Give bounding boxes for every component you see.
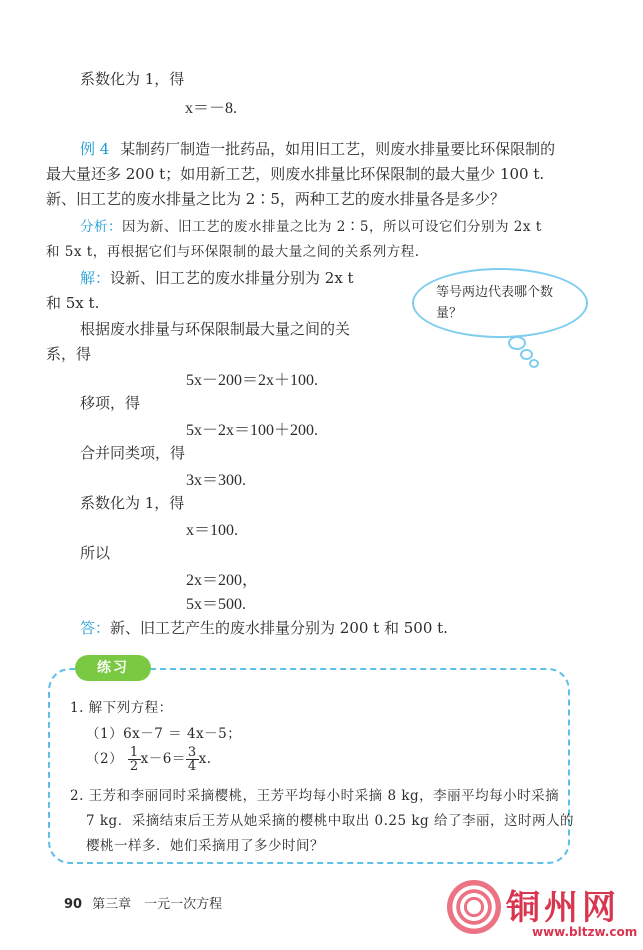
bubble-tail: [529, 359, 539, 368]
analysis-line: [80, 215, 542, 235]
example-text: 新、旧工艺的废水排量之比为 2∶5，两种工艺的废水排量各是多少？: [46, 190, 505, 208]
example-label: 例 4: [80, 140, 110, 158]
practice-subquestion: （1）6x－7 ＝ 4x－5；: [86, 726, 242, 742]
equation: 5x－2x＝100＋200.: [186, 422, 319, 439]
equation: x＝－8.: [185, 100, 238, 117]
practice-subquestion: [86, 744, 212, 774]
example-heading: [80, 138, 555, 159]
subquestion-number: （2）: [86, 751, 124, 767]
fraction: [128, 746, 141, 773]
thought-bubble: [412, 268, 588, 338]
solution-line: [80, 267, 354, 288]
equation: x＝100.: [186, 522, 239, 539]
equation-part: x.: [198, 751, 212, 767]
answer-label: 答：: [80, 619, 111, 637]
practice-question: 1. 解下列方程：: [70, 700, 173, 716]
solution-text: 设新、旧工艺的废水排量分别为 2x t: [110, 269, 354, 287]
solution-text: 根据废水排量与环保限制最大量之间的关: [80, 320, 351, 338]
fraction-numerator: 3: [187, 745, 197, 760]
step-label: 移项，得: [80, 394, 141, 412]
equation: 2x＝200，: [186, 572, 259, 589]
solution-text: 和 5x t.: [46, 294, 100, 312]
bubble-tail: [508, 336, 526, 350]
practice-tag: 练习: [75, 655, 151, 681]
page-footer: [64, 893, 222, 912]
fraction-denominator: 2: [129, 759, 139, 774]
step-label: 系数化为 1，得: [80, 494, 185, 512]
bubble-tail: [520, 349, 533, 360]
equation: 5x－200＝2x＋100.: [186, 372, 319, 389]
example-text: 最大量还多 200 t；如用新工艺，则废水排量比环保限制的最大量少 100 t.: [46, 165, 545, 183]
analysis-label: 分析：: [80, 219, 122, 235]
bubble-text: 等号两边代表哪个数量？: [436, 285, 554, 321]
solution-label: 解：: [80, 269, 111, 287]
fraction: [186, 746, 199, 773]
practice-question: 7 kg．采摘结束后王芳从她采摘的樱桃中取出 0.25 kg 给了李丽，这时两人的: [86, 813, 574, 829]
fraction-denominator: 4: [187, 759, 197, 774]
step-label: 所以: [80, 544, 111, 562]
equation-part: x－6＝: [140, 751, 186, 767]
step-label: 合并同类项，得: [80, 444, 186, 462]
analysis-text: 和 5x t，再根据它们与环保限制的最大量之间的关系列方程.: [46, 244, 420, 260]
practice-question: 2. 王芳和李丽同时采摘樱桃，王芳平均每小时采摘 8 kg，李丽平均每小时采摘: [70, 788, 560, 804]
solution-text: 系，得: [46, 345, 92, 363]
example-text: 某制药厂制造一批药品，如用旧工艺，则废水排量要比环保限制的: [120, 140, 556, 158]
watermark-text: 铜州网: [506, 888, 620, 928]
watermark-seal-icon: [447, 880, 501, 934]
answer-text: 新、旧工艺产生的废水排量分别为 200 t 和 500 t.: [110, 619, 448, 637]
text-line: 系数化为 1，得: [80, 70, 185, 88]
practice-question: 樱桃一样多．她们采摘用了多少时间？: [86, 838, 324, 854]
watermark-url: www.bltzw.com: [532, 925, 638, 939]
chapter-title: 第三章 一元一次方程: [92, 897, 223, 912]
equation: 3x＝300.: [186, 472, 247, 489]
equation: 5x＝500.: [186, 596, 247, 613]
page-number: 90: [64, 897, 83, 912]
analysis-text: 因为新、旧工艺的废水排量之比为 2∶5，所以可设它们分别为 2x t: [122, 219, 542, 235]
fraction-numerator: 1: [129, 745, 139, 760]
answer-line: [80, 617, 448, 638]
